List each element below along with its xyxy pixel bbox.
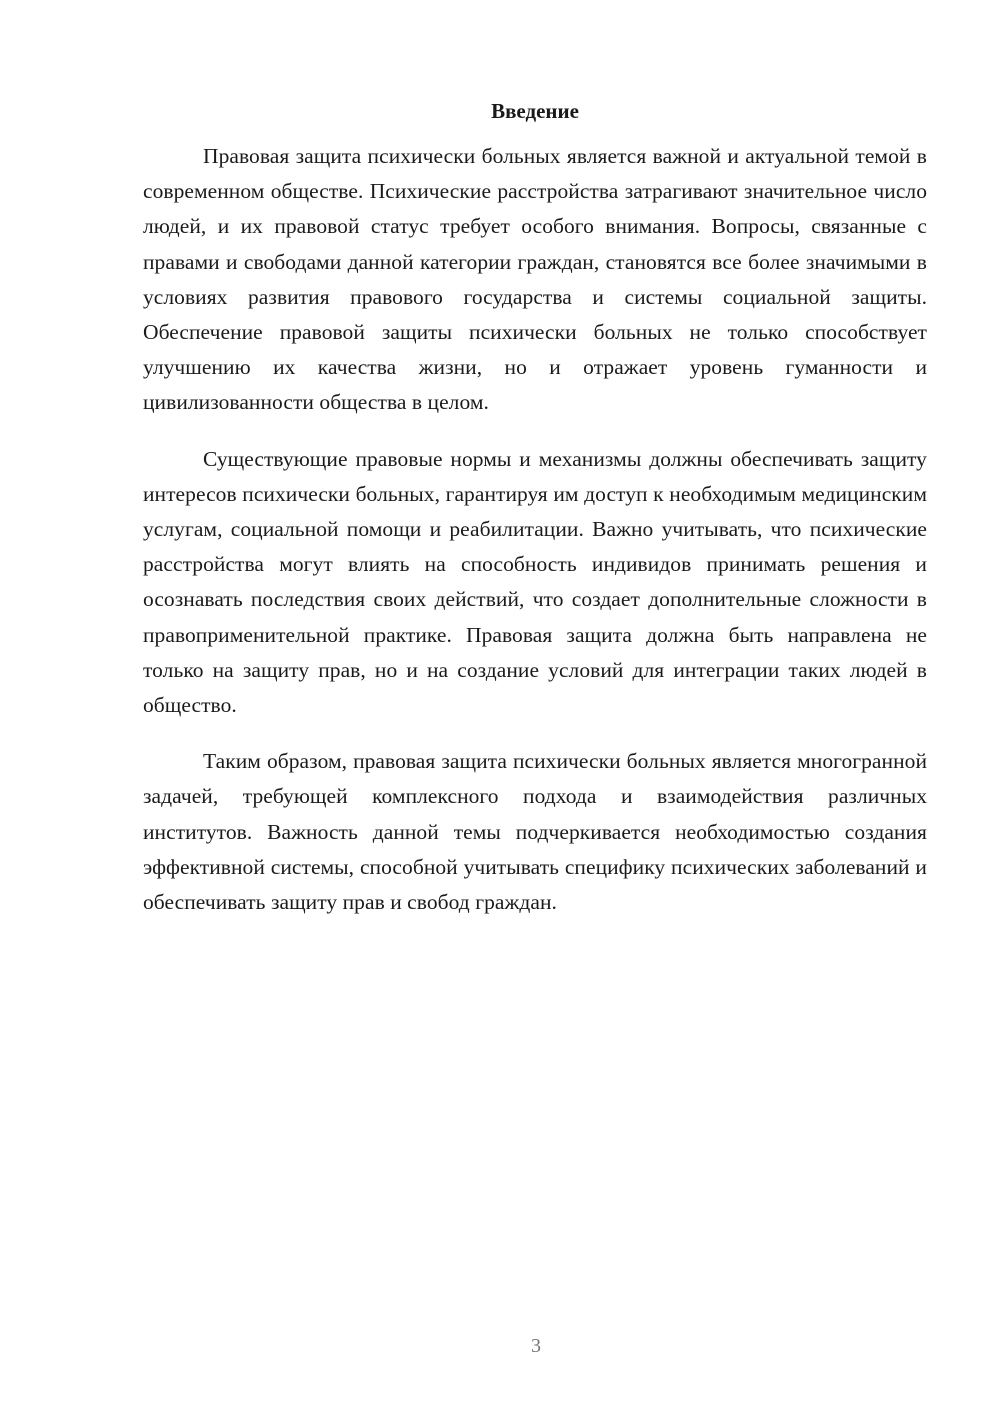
section-heading: Введение xyxy=(491,99,579,123)
paragraph-3: Таким образом, правовая защита психически больных является многогранной задачей, требующей комплексного подхода и взаимодействия различных институтов. Важность данной темы подчеркивается необходимостью создания эффективной системы, способной учитывать специфику психических заболеваний и обеспечивать защиту прав и свобод граждан. xyxy=(143,749,927,915)
paragraph-2: Существующие правовые нормы и механизмы должны обеспечивать защиту интересов психически больных, гарантируя им доступ к необходимым медицинским услугам, социальной помощи и реабилитации. Важно учитывать, что психические расстройства могут влиять на способность индивидов принимать решения и осознавать последствия своих действий, что создает дополнительные сложности в правоприменительной практике. Правовая защита должна быть направлена не только на защиту прав, но и на создание условий для интеграции таких людей в общество. xyxy=(143,446,927,718)
page-content xyxy=(143,96,927,941)
paragraph-1: Правовая защита психически больных является важной и актуальной темой в современном обществе. Психические расстройства затрагивают значительное число людей, и их правовой статус требует особого внимания. Вопросы, связанные с правами и свободами данной категории граждан, становятся все более значимыми в условиях развития правового государства и системы социальной защиты. Обеспечение правовой защиты психически больных не только способствует улучшению их качества жизни, но и отражает уровень гуманности и цивилизованности общества в целом. xyxy=(143,144,927,415)
page-number: 3 xyxy=(531,1335,541,1357)
